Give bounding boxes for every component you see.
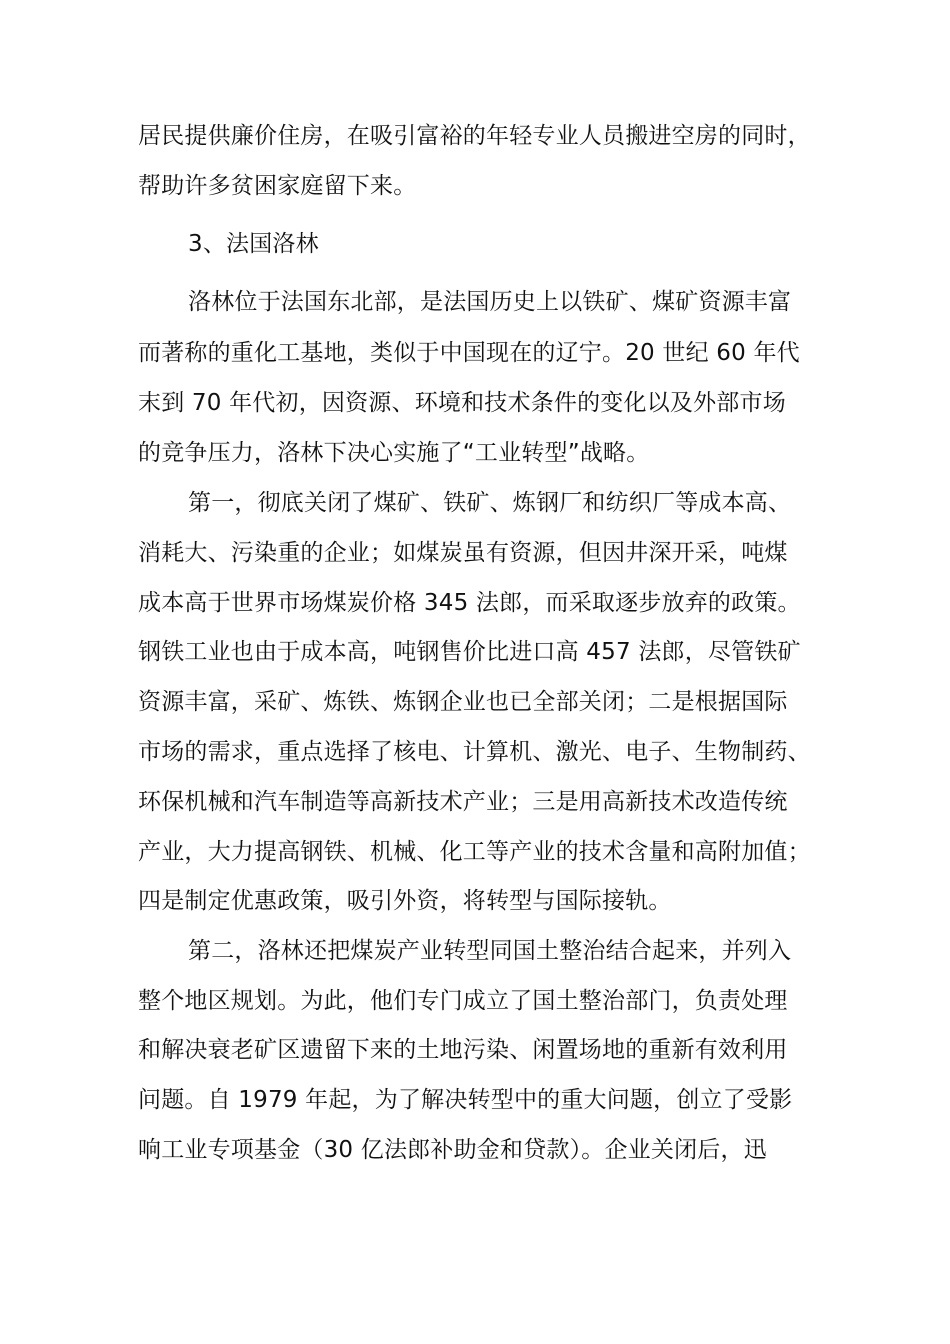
text-line: 第一，彻底关闭了煤矿、铁矿、炼钢厂和纺织厂等成本高、 <box>188 490 792 516</box>
text-line: 产业，大力提高钢铁、机械、化工等产业的技术含量和高附加值； <box>138 839 811 865</box>
text-line: 四是制定优惠政策，吸引外资，将转型与国际接轨。 <box>138 888 672 914</box>
text-line: 环保机械和汽车制造等高新技术产业；三是用高新技术改造传统 <box>138 789 788 815</box>
text-line: 第二，洛林还把煤炭产业转型同国土整治结合起来，并列入 <box>188 938 792 964</box>
text-line: 市场的需求，重点选择了核电、计算机、激光、电子、生物制药、 <box>138 739 811 765</box>
text-line: 而著称的重化工基地，类似于中国现在的辽宁。20 世纪 60 年代 <box>138 340 800 366</box>
text-line: 洛林位于法国东北部，是法国历史上以铁矿、煤矿资源丰富 <box>188 289 792 315</box>
text-line: 消耗大、污染重的企业；如煤炭虽有资源，但因井深开采，吨煤 <box>138 540 788 566</box>
text-line: 资源丰富，采矿、炼铁、炼钢企业也已全部关闭；二是根据国际 <box>138 689 788 715</box>
text-line: 帮助许多贫困家庭留下来。 <box>138 173 417 199</box>
text-line: 居民提供廉价住房，在吸引富裕的年轻专业人员搬进空房的同时， <box>138 123 811 149</box>
text-line: 响工业专项基金（30 亿法郎补助金和贷款）。企业关闭后，迅 <box>138 1137 767 1163</box>
text-line: 和解决衰老矿区遗留下来的土地污染、闲置场地的重新有效利用 <box>138 1037 788 1063</box>
text-line: 成本高于世界市场煤炭价格 345 法郎，而采取逐步放弃的政策。 <box>138 590 801 616</box>
text-line: 整个地区规划。为此，他们专门成立了国土整治部门，负责处理 <box>138 988 788 1014</box>
text-line: 末到 70 年代初，因资源、环境和技术条件的变化以及外部市场 <box>138 390 786 416</box>
text-line: 的竞争压力，洛林下决心实施了“工业转型”战略。 <box>138 440 650 466</box>
text-line: 问题。自 1979 年起，为了解决转型中的重大问题，创立了受影 <box>138 1087 793 1113</box>
section-heading: 3、法国洛林 <box>188 231 319 257</box>
text-line: 钢铁工业也由于成本高，吨钢售价比进口高 457 法郎，尽管铁矿 <box>138 639 801 665</box>
